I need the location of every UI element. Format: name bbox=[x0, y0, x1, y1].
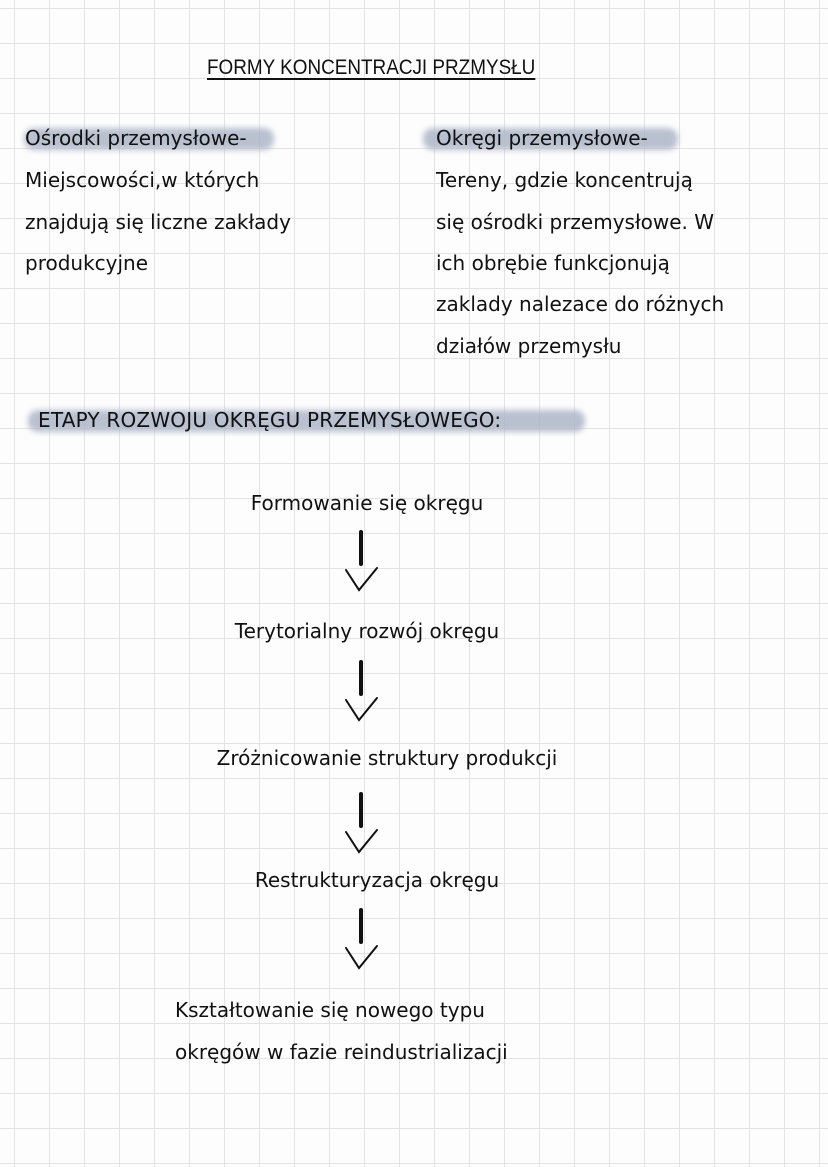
stage-step: Terytorialny rozwój okręgu bbox=[234, 619, 500, 643]
right-line: ich obrębie funkcjonują bbox=[436, 251, 670, 275]
left-line: produkcyjne bbox=[25, 251, 149, 275]
right-line: działów przemysłu bbox=[436, 334, 622, 358]
left-line: Miejscowości,w których bbox=[25, 168, 260, 192]
down-arrow-icon bbox=[342, 660, 382, 722]
page-title: FORMY KONCENTRACJI PRZMYSŁU bbox=[207, 56, 536, 79]
left-heading: Ośrodki przemysłowe- bbox=[25, 126, 247, 150]
left-line: znajdują się liczne zakłady bbox=[25, 210, 291, 234]
stages-heading: ETAPY ROZWOJU OKRĘGU PRZEMYSŁOWEGO: bbox=[38, 408, 502, 432]
down-arrow-icon bbox=[342, 530, 382, 592]
stage-step: Restrukturyzacja okręgu bbox=[254, 868, 500, 892]
stage-step: Zróżnicowanie struktury produkcji bbox=[216, 746, 558, 770]
right-line: Tereny, gdzie koncentrują bbox=[436, 168, 693, 192]
right-heading: Okręgi przemysłowe- bbox=[436, 126, 648, 150]
down-arrow-icon bbox=[342, 792, 382, 854]
stage-step: Formowanie się okręgu bbox=[250, 491, 484, 515]
stage-final-line: Kształtowanie się nowego typu bbox=[175, 998, 485, 1022]
right-line: się ośrodki przemysłowe. W bbox=[436, 210, 715, 234]
stage-final-line: okręgów w fazie reindustrializacji bbox=[175, 1040, 508, 1064]
down-arrow-icon bbox=[342, 908, 382, 970]
right-line: zaklady nalezace do różnych bbox=[436, 292, 725, 316]
